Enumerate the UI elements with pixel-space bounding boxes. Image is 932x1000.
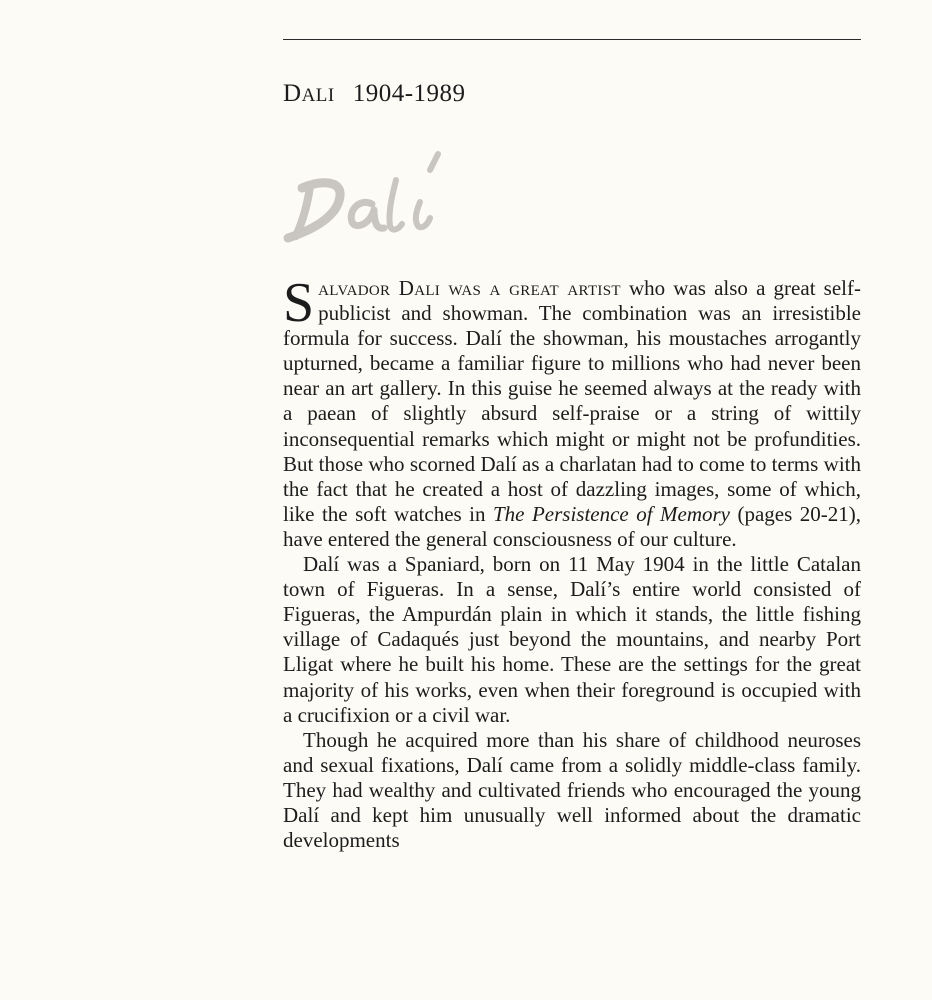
artwork-title: The Persistence of Memory bbox=[492, 501, 731, 526]
paragraph-3: Though he acquired more than his share of childhood neuroses and sexual fixations, Dalí came from a solidly middle-class family. They had wealthy and cultivated friends who encouraged the young Dalí and kept him unusually well informed about the dramatic developments bbox=[283, 727, 861, 853]
chapter-heading bbox=[283, 80, 466, 108]
paragraph-2: Dalí was a Spaniard, born on 11 May 1904 in the little Catalan town of Figueras. In a sense, Dalí’s entire world consisted of Figueras, the Ampurdán plain in which it stands, the little fishing village of Cadaqués just beyond the mountains, and nearby Port Lligat where he built his home. These are the settings for the great majority of his works, even when their foreground is occupied with a crucifixion or a civil war. bbox=[283, 552, 861, 727]
article-body bbox=[283, 272, 862, 853]
paragraph-1 bbox=[283, 272, 862, 552]
paragraph-1-text-b: (pages 20-21), have entered the general consciousness of our culture. bbox=[283, 501, 862, 551]
heading-years: 1904-1989 bbox=[352, 80, 466, 107]
paragraph-1-text-a: who was also a great self-publicist and showman. The combination was an irresistible formula for success. Dalí the showman, his moustaches arrogantly upturned, became a familiar figure to millions who had never been near an art gallery. In this guise he seemed always at the ready with a paean of slightly absurd self-praise or a string of wittily inconsequential remarks which might or might not be profundities. But those who scorned Dalí as a charlatan had to come to terms with the fact that he created a host of dazzling images, some of which, like the soft watches in bbox=[283, 276, 861, 526]
dali-signature-image bbox=[280, 140, 455, 245]
drop-cap: S bbox=[283, 272, 315, 334]
top-rule bbox=[283, 39, 861, 40]
lead-in-smallcaps: alvador Dali was a great artist bbox=[318, 276, 621, 300]
heading-name-rest: ALI bbox=[301, 85, 335, 106]
heading-initial: D bbox=[283, 80, 302, 107]
